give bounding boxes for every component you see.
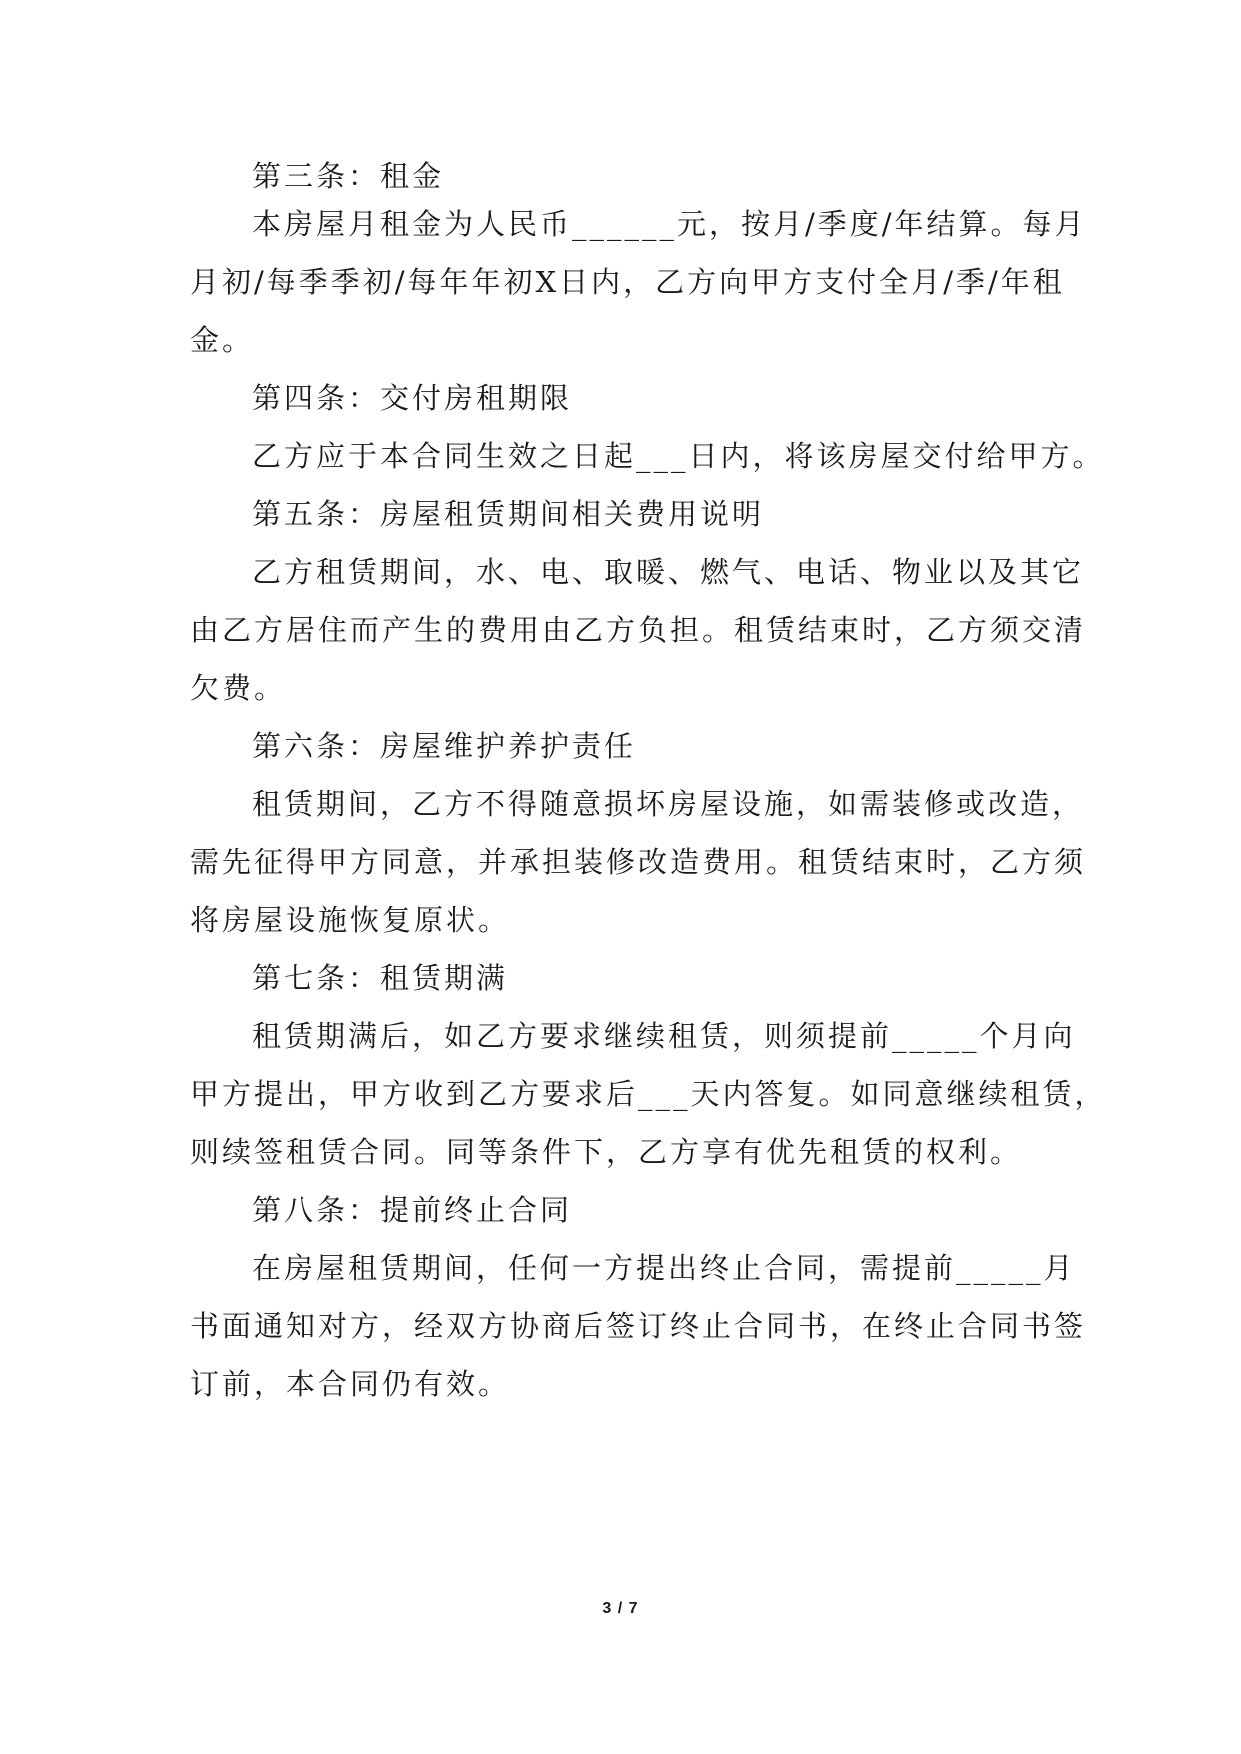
article-8-heading: 第八条：提前终止合同 xyxy=(252,1193,573,1227)
paragraph-line: 乙方租赁期间，水、电、取暖、燃气、电话、物业以及其它 xyxy=(252,555,1085,589)
paragraph-line: 由乙方居住而产生的费用由乙方负担。租赁结束时，乙方须交清 xyxy=(190,613,1087,647)
paragraph-line: 欠费。 xyxy=(190,671,287,705)
article-5-heading: 第五条：房屋租赁期间相关费用说明 xyxy=(252,497,765,531)
paragraph-line: 需先征得甲方同意，并承担装修改造费用。租赁结束时，乙方须 xyxy=(190,845,1087,879)
page-number: 3 / 7 xyxy=(602,1600,639,1617)
paragraph-line: 则续签租赁合同。同等条件下，乙方享有优先租赁的权利。 xyxy=(190,1135,1023,1169)
paragraph-line: 月初/每季季初/每年年初X日内，乙方向甲方支付全月/季/年租 xyxy=(190,265,1065,299)
paragraph-line: 书面通知对方，经双方协商后签订终止合同书，在终止合同书签 xyxy=(190,1309,1087,1343)
paragraph-line: 订前，本合同仍有效。 xyxy=(190,1367,511,1401)
paragraph-line: 将房屋设施恢复原状。 xyxy=(190,903,511,937)
paragraph-line: 租赁期间，乙方不得随意损坏房屋设施，如需装修或改造， xyxy=(252,787,1085,821)
paragraph-line: 甲方提出，甲方收到乙方要求后___天内答复。如同意继续租赁， xyxy=(190,1077,1107,1111)
article-4-heading: 第四条：交付房租期限 xyxy=(252,381,573,415)
article-7-heading: 第七条：租赁期满 xyxy=(252,961,509,995)
paragraph-line: 金。 xyxy=(190,323,255,357)
article-6-heading: 第六条：房屋维护养护责任 xyxy=(252,729,637,763)
paragraph-line: 乙方应于本合同生效之日起___日内，将该房屋交付给甲方。 xyxy=(252,439,1105,473)
paragraph-line: 在房屋租赁期间，任何一方提出终止合同，需提前_____月 xyxy=(252,1251,1076,1285)
paragraph-line: 本房屋月租金为人民币______元，按月/季度/年结算。每月 xyxy=(252,207,1087,241)
article-3-heading: 第三条：租金 xyxy=(252,159,445,193)
paragraph-line: 租赁期满后，如乙方要求继续租赁，则须提前_____个月向 xyxy=(252,1019,1076,1053)
